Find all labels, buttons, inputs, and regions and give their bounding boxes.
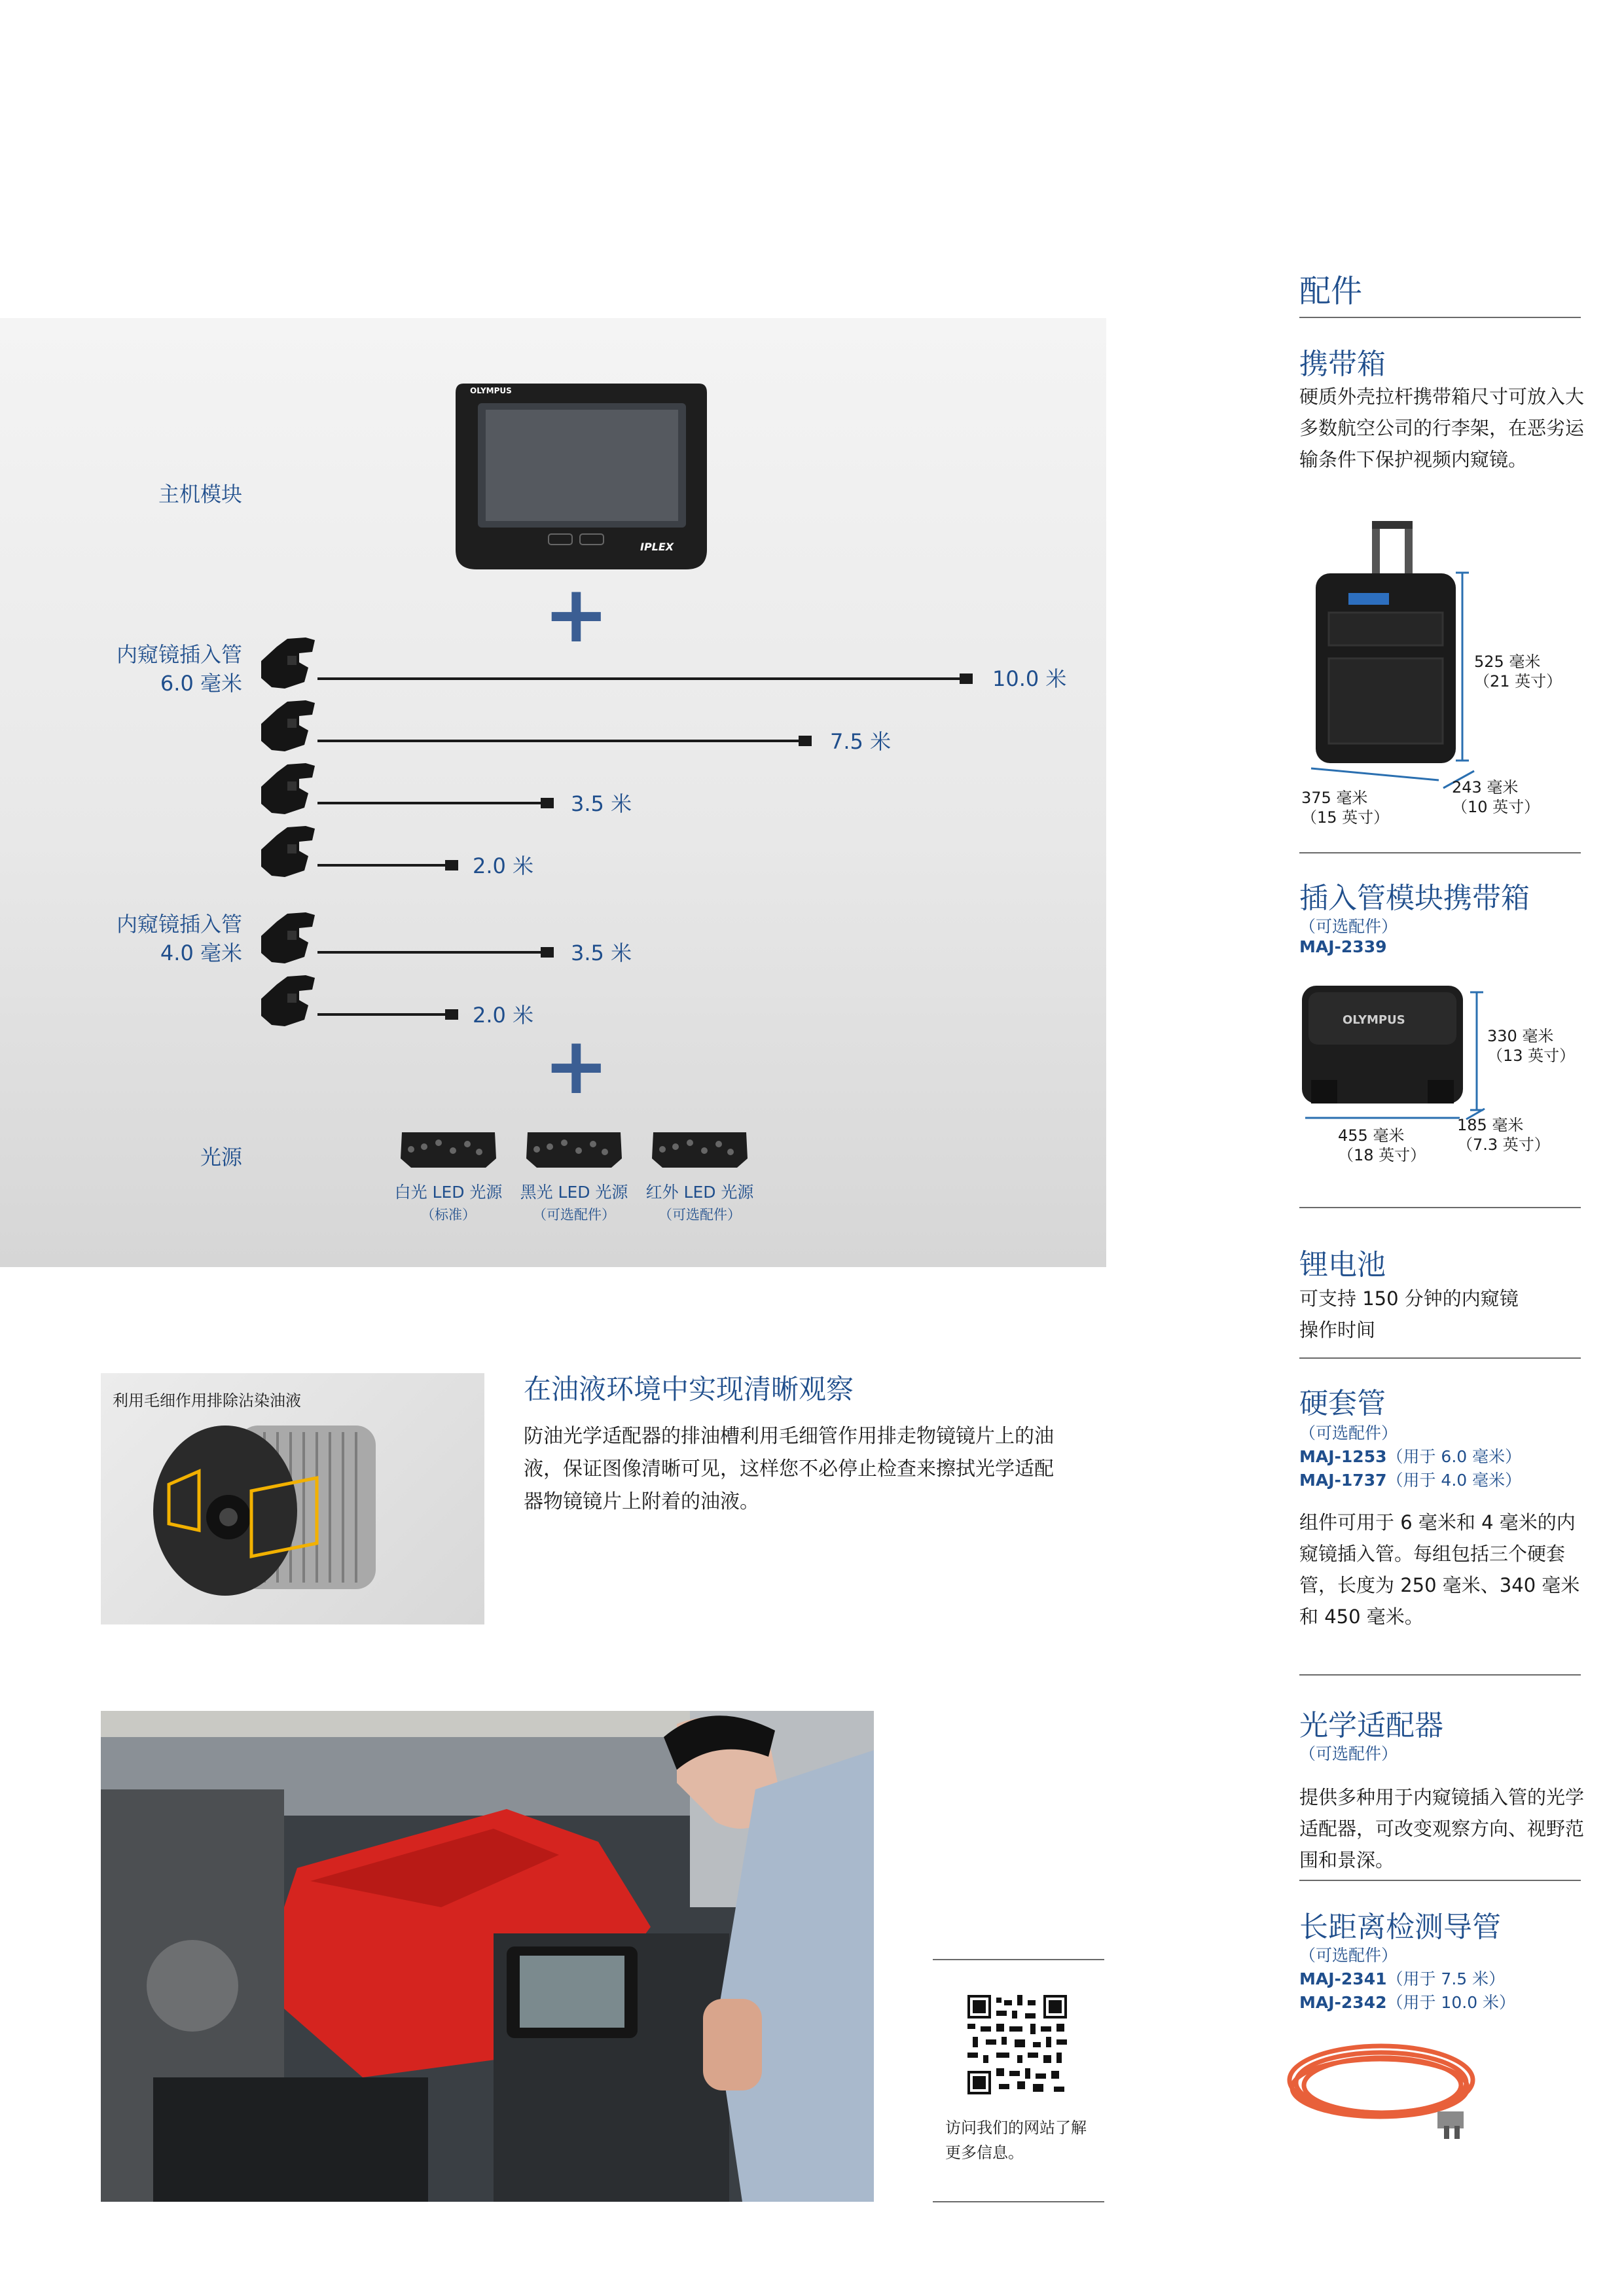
cable-end-3-5m-4mm bbox=[541, 947, 554, 958]
probe-handle-icon bbox=[259, 762, 317, 816]
device-model: IPLEX bbox=[640, 541, 674, 553]
probe-case-height-in: （13 英寸） bbox=[1487, 1047, 1576, 1065]
probe-6mm-label bbox=[65, 640, 242, 698]
carry-case-height bbox=[1474, 652, 1562, 691]
rule bbox=[1299, 317, 1581, 318]
ir-led-icon bbox=[649, 1130, 750, 1170]
qr-caption bbox=[945, 2115, 1087, 2165]
sleeve-part-1-note: （用于 6.0 毫米） bbox=[1386, 1447, 1522, 1466]
host-unit-image bbox=[450, 378, 712, 575]
plus-sign-2: + bbox=[543, 1021, 609, 1112]
sleeve-part-1 bbox=[1299, 1444, 1521, 1467]
sleeve-part-2 bbox=[1299, 1467, 1521, 1491]
carry-case-body: 硬质外壳拉杆携带箱尺寸可放入大多数航空公司的行李架，在恶劣运输条件下保护视频内窥镜。 bbox=[1299, 386, 1585, 471]
carry-case-depth-in: （10 英寸） bbox=[1452, 798, 1540, 816]
white-led-name: 白光 LED 光源 bbox=[394, 1183, 503, 1202]
cable-2m bbox=[317, 864, 448, 867]
probe-6mm-label-line2: 6.0 毫米 bbox=[160, 671, 242, 696]
carry-case-height-mm: 525 毫米 bbox=[1474, 653, 1541, 671]
probe-4mm-label-line2: 4.0 毫米 bbox=[160, 941, 242, 965]
carry-case-depth-mm: 243 毫米 bbox=[1452, 778, 1519, 797]
ir-led-note: （可选配件） bbox=[659, 1207, 741, 1223]
guide-tube-image bbox=[1283, 2028, 1506, 2145]
probe-case-part: MAJ-2339 bbox=[1299, 937, 1387, 956]
feature-title: 在油液环境中实现清晰观察 bbox=[524, 1373, 854, 1405]
probe-case-height bbox=[1487, 1026, 1575, 1066]
guide-title: 长距离检测导管 bbox=[1299, 1910, 1501, 1944]
guide-part-2-code: MAJ-2342 bbox=[1299, 1993, 1387, 2012]
probe-case-depth-mm: 185 毫米 bbox=[1457, 1116, 1524, 1134]
length-3-5m: 3.5 米 bbox=[571, 791, 632, 816]
carry-case-depth bbox=[1452, 778, 1540, 817]
probe-case-width bbox=[1338, 1126, 1426, 1165]
length-10m: 10.0 米 bbox=[992, 666, 1067, 691]
probe-case-brand: OLYMPUS bbox=[1343, 1013, 1405, 1027]
rule bbox=[1299, 1880, 1581, 1881]
probe-case-image bbox=[1299, 982, 1470, 1113]
rule bbox=[1299, 1674, 1581, 1676]
rule bbox=[1299, 852, 1581, 853]
qr-caption-line1: 访问我们的网站了解 bbox=[945, 2119, 1087, 2137]
guide-part-2-note: （用于 10.0 米） bbox=[1386, 1993, 1516, 2012]
white-led-icon bbox=[398, 1130, 499, 1170]
cable-7-5m bbox=[317, 740, 802, 742]
white-led-note: （标准） bbox=[421, 1207, 476, 1223]
sleeve-part-2-code: MAJ-1737 bbox=[1299, 1471, 1387, 1490]
qr-caption-line2: 更多信息。 bbox=[945, 2144, 1024, 2162]
photo-caption: 利用毛细作用排除沾染油液 bbox=[113, 1391, 301, 1410]
carry-case-height-in: （21 英寸） bbox=[1474, 672, 1562, 691]
device-brand: OLYMPUS bbox=[470, 386, 512, 395]
adapter-sub: （可选配件） bbox=[1299, 1744, 1398, 1763]
cable-end-2m-4mm bbox=[445, 1009, 458, 1020]
length-3-5m-4mm: 3.5 米 bbox=[571, 941, 632, 965]
light-source-label: 光源 bbox=[200, 1145, 242, 1170]
probe-case-width-line bbox=[1303, 1111, 1466, 1124]
battery-title: 锂电池 bbox=[1299, 1248, 1386, 1282]
probe-case-width-in: （18 英寸） bbox=[1338, 1146, 1426, 1164]
cable-2m-4mm bbox=[317, 1013, 448, 1016]
guide-part-1-note: （用于 7.5 米） bbox=[1386, 1969, 1506, 1988]
carry-case-title: 携带箱 bbox=[1299, 348, 1386, 381]
black-led-icon bbox=[524, 1130, 624, 1170]
black-led-name: 黑光 LED 光源 bbox=[520, 1183, 628, 1202]
guide-part-2 bbox=[1299, 1990, 1515, 2013]
qr-code-icon[interactable] bbox=[967, 1995, 1067, 2094]
probe-case-sub: （可选配件） bbox=[1299, 917, 1398, 936]
host-label: 主机模块 bbox=[158, 482, 242, 507]
rule bbox=[1299, 1207, 1581, 1208]
cable-end-10m bbox=[960, 673, 973, 684]
carry-case-width-in: （15 英寸） bbox=[1301, 808, 1390, 827]
sleeve-part-2-note: （用于 4.0 毫米） bbox=[1386, 1471, 1522, 1490]
guide-part-1-code: MAJ-2341 bbox=[1299, 1969, 1387, 1988]
accessories-heading: 配件 bbox=[1299, 273, 1363, 310]
sleeve-part-1-code: MAJ-1253 bbox=[1299, 1447, 1387, 1466]
probe-handle-icon bbox=[259, 911, 317, 965]
cable-end-2m bbox=[445, 860, 458, 870]
probe-case-width-mm: 455 毫米 bbox=[1338, 1126, 1405, 1145]
battery-body: 可支持 150 分钟的内窥镜操作时间 bbox=[1299, 1287, 1519, 1341]
probe-case-depth bbox=[1457, 1115, 1550, 1155]
carry-case-width-mm: 375 毫米 bbox=[1301, 789, 1368, 807]
cable-end-7-5m bbox=[799, 736, 812, 746]
adapter-body: 提供多种用于内窥镜插入管的光学适配器，可改变观察方向、视野范围和景深。 bbox=[1299, 1786, 1585, 1871]
probe-case-height-line bbox=[1469, 990, 1489, 1114]
sleeve-title: 硬套管 bbox=[1299, 1387, 1386, 1420]
length-2m-4mm: 2.0 米 bbox=[473, 1003, 534, 1028]
guide-sub: （可选配件） bbox=[1299, 1946, 1398, 1965]
probe-handle-icon bbox=[259, 825, 317, 878]
length-2m: 2.0 米 bbox=[473, 853, 534, 878]
cable-10m bbox=[317, 677, 965, 680]
carry-case-image bbox=[1303, 521, 1466, 767]
ir-led-name: 红外 LED 光源 bbox=[645, 1183, 754, 1202]
probe-case-depth-in: （7.3 英寸） bbox=[1457, 1136, 1550, 1154]
probe-6mm-label-line1: 内窥镜插入管 bbox=[116, 642, 242, 667]
probe-4mm-label-line1: 内窥镜插入管 bbox=[116, 912, 242, 937]
rule bbox=[1299, 1357, 1581, 1359]
probe-handle-icon bbox=[259, 974, 317, 1028]
feature-body: 防油光学适配器的排油槽利用毛细管作用排走物镜镜片上的油液，保证图像清晰可见，这样您不必停止检查来擦拭光学适配器物镜镜片上附着的油液。 bbox=[524, 1425, 1054, 1513]
sleeve-body: 组件可用于 6 毫米和 4 毫米的内窥镜插入管。每组包括三个硬套管，长度为 250 毫米、340 毫米和 450 毫米。 bbox=[1299, 1511, 1580, 1628]
probe-4mm-label bbox=[65, 910, 242, 967]
probe-case-title: 插入管模块携带箱 bbox=[1299, 882, 1530, 915]
black-led-note: （可选配件） bbox=[533, 1207, 615, 1223]
carry-case-width bbox=[1301, 788, 1389, 827]
probe-case-height-mm: 330 毫米 bbox=[1487, 1027, 1554, 1045]
guide-part-1 bbox=[1299, 1966, 1505, 1990]
cable-3-5m-4mm bbox=[317, 951, 543, 954]
plus-sign-1: + bbox=[543, 569, 609, 660]
carry-case-width-line bbox=[1308, 764, 1445, 784]
length-7-5m: 7.5 米 bbox=[830, 729, 892, 754]
oil-adapter-photo bbox=[101, 1373, 484, 1624]
technician-inspection-photo bbox=[101, 1711, 874, 2202]
cable-3-5m bbox=[317, 802, 543, 804]
probe-handle-icon bbox=[259, 636, 317, 690]
carry-case-height-line bbox=[1454, 569, 1474, 766]
adapter-title: 光学适配器 bbox=[1299, 1709, 1443, 1742]
qr-top-rule bbox=[933, 1959, 1104, 1960]
sleeve-sub: （可选配件） bbox=[1299, 1424, 1398, 1443]
cable-end-3-5m bbox=[541, 798, 554, 808]
probe-handle-icon bbox=[259, 699, 317, 753]
qr-bottom-rule bbox=[933, 2201, 1104, 2202]
